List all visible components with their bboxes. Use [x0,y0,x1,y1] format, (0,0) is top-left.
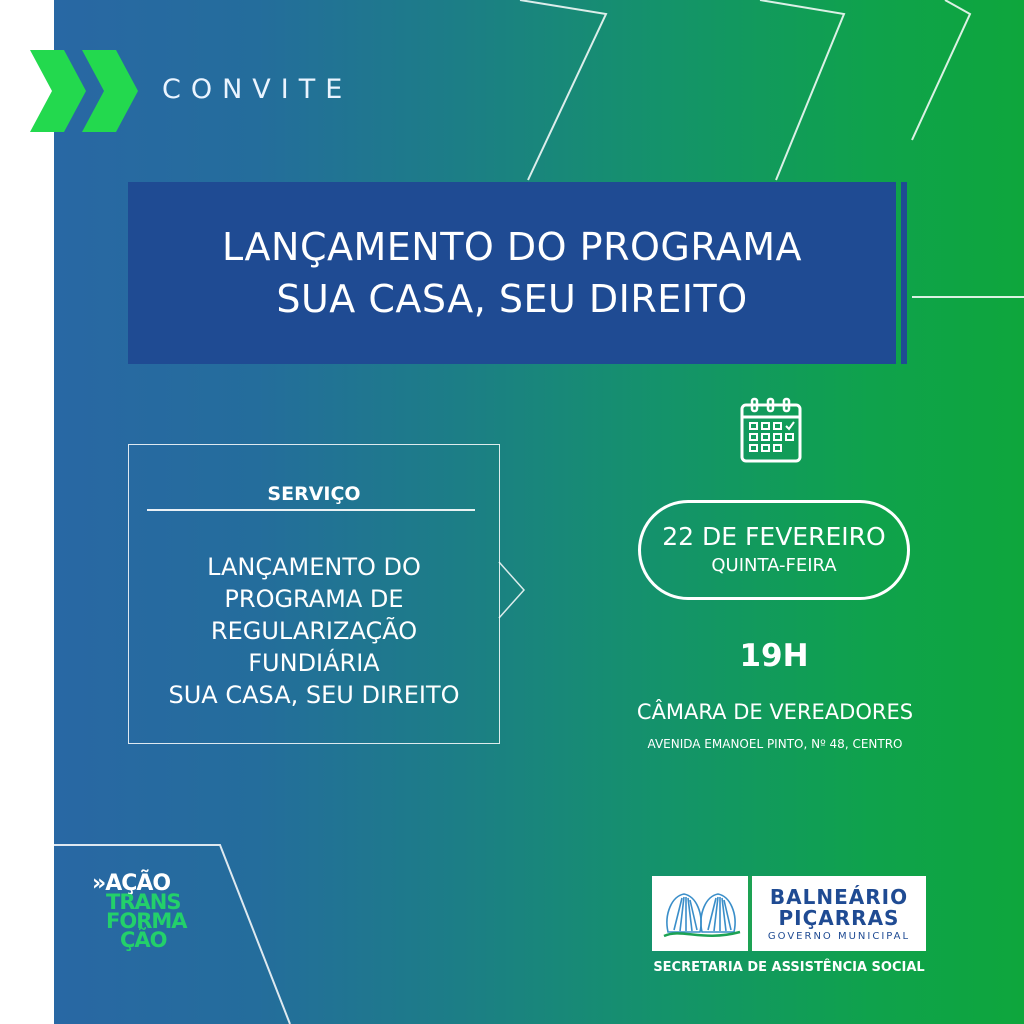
event-address: AVENIDA EMANOEL PINTO, Nº 48, CENTRO [647,737,903,751]
service-pointer-icon [497,560,527,620]
service-line: FUNDIÁRIA [248,649,380,677]
shell-icon [662,886,742,942]
logo-word-acao: AÇÃO [105,871,171,896]
service-box [128,444,500,744]
municipality-name-line1: BALNEÁRIO [769,885,909,909]
municipality-name-line2: PIÇARRAS [778,906,900,930]
service-line: REGULARIZAÇÃO [210,617,418,645]
municipality-subtitle: GOVERNO MUNICIPAL [767,931,911,942]
convite-label: CONVITE [162,74,353,105]
title-banner [128,182,896,364]
service-line: LANÇAMENTO DO [207,553,421,581]
logo-chevron-icon: » [92,871,106,896]
service-line: PROGRAMA DE [224,585,404,613]
double-chevron-right-icon [30,50,142,132]
service-description [129,551,499,711]
event-time: 19H [739,638,809,674]
left-white-strip [0,0,54,1024]
service-divider [147,509,475,511]
title-line-1: LANÇAMENTO DO PROGRAMA [222,225,802,269]
title-accent-bar [901,182,907,364]
municipality-logo [652,876,926,951]
service-heading: SERVIÇO [267,483,361,505]
date-badge [638,500,910,600]
service-line: SUA CASA, SEU DIREITO [168,681,460,709]
department-name: SECRETARIA DE ASSISTÊNCIA SOCIAL [653,960,925,975]
acao-transformacao-logo [92,871,222,964]
calendar-icon [738,397,808,467]
logo-word-trans: TRANS [106,890,181,914]
event-date: 22 DE FEVEREIRO [662,522,886,551]
logo-word-forma: FORMA [106,909,187,933]
title-line-2: SUA CASA, SEU DIREITO [276,277,748,321]
logo-word-cao: ÇÃO [120,928,167,952]
event-weekday: QUINTA-FEIRA [711,555,837,576]
logo-divider [748,876,752,951]
event-venue: CÂMARA DE VEREADORES [636,700,914,724]
